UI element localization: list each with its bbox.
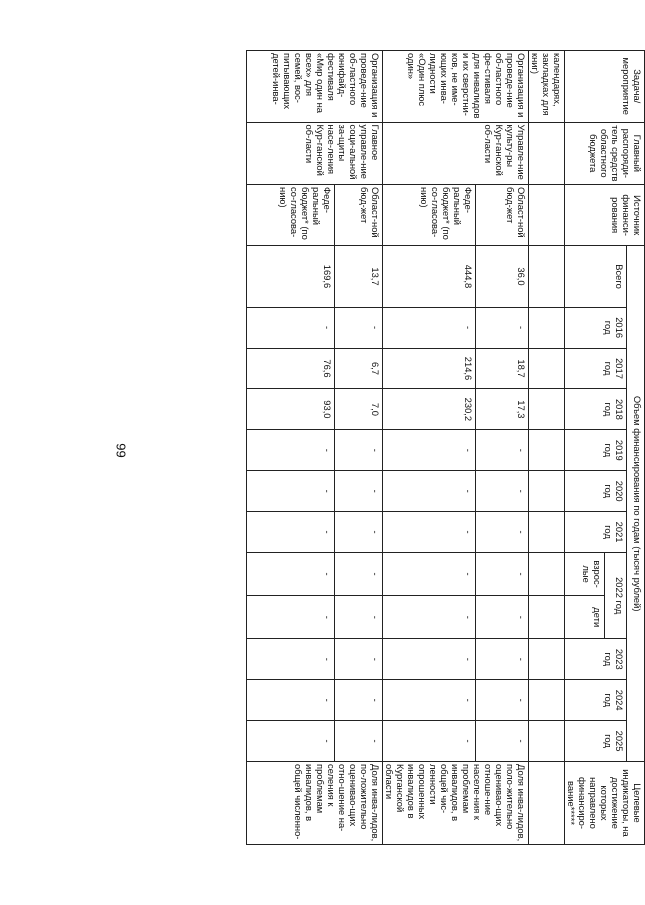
cell-indicator: Доля инва-лидов, по-ложительно оценивао-щих отно-шение на-селения к проблемам инвалидов, в общей численно- bbox=[247, 762, 383, 845]
table-row bbox=[335, 51, 383, 845]
cell-2022-children: - bbox=[247, 596, 335, 639]
cell-2024: - bbox=[475, 680, 528, 721]
header-2021: 2021 год bbox=[565, 512, 627, 553]
cell-source: Област-ной бюд-жет bbox=[475, 185, 528, 246]
header-2019: 2019 год bbox=[565, 430, 627, 471]
cell-2023: - bbox=[383, 639, 476, 680]
header-2022: 2022 год bbox=[605, 553, 627, 639]
cell-source: Феде-ральный бюджет* (по со-гласова-нию) bbox=[383, 185, 476, 246]
cell-2025: - bbox=[247, 721, 335, 762]
cell-2020: - bbox=[383, 471, 476, 512]
cell-task: Организация и проведе-ние об-ластного юнифайд-фестиваля «Мир один на всех» для семей, вос-питывающих детей-инва- bbox=[247, 51, 383, 123]
cell-2016: - bbox=[247, 307, 335, 348]
cell-2024: - bbox=[335, 680, 383, 721]
header-2017: 2017 год bbox=[565, 348, 627, 389]
header-total: Всего bbox=[565, 246, 627, 307]
cell-2018: 7,0 bbox=[335, 389, 383, 430]
cell-2020: - bbox=[475, 471, 528, 512]
cell-2022-children: - bbox=[475, 596, 528, 639]
cell-total bbox=[529, 246, 565, 307]
cell-task: календарях, закладках для книг) bbox=[529, 51, 565, 123]
cell-2020: - bbox=[247, 471, 335, 512]
cell-2021: - bbox=[247, 512, 335, 553]
cell-2024: - bbox=[247, 680, 335, 721]
cell-2017: 76,6 bbox=[247, 348, 335, 389]
cell-2017: 214,6 bbox=[383, 348, 476, 389]
cell-2021 bbox=[529, 512, 565, 553]
header-manager: Главный распоряди-тель средств областного бюджета bbox=[565, 122, 645, 184]
cell-2017: 6,7 bbox=[335, 348, 383, 389]
header-volume: Объем финансирования по годам (тысяч рублей) bbox=[627, 246, 645, 762]
header-task: Задача/ мероприятие bbox=[565, 51, 645, 123]
header-2022-adults: взрос-лые bbox=[565, 553, 605, 596]
cell-2021: - bbox=[383, 512, 476, 553]
cell-2016: - bbox=[475, 307, 528, 348]
cell-2022-adults: - bbox=[335, 553, 383, 596]
header-2016: 2016 год bbox=[565, 307, 627, 348]
page-number: 99 bbox=[113, 443, 129, 458]
cell-total: 13,7 bbox=[335, 246, 383, 307]
cell-2022-adults: - bbox=[383, 553, 476, 596]
cell-indicator: Доля инва-лидов, поло-жительно оценивао-щих отноше-ние населе-ния к проблемам инвалидов, в общей чис-ленности опрошенных инвалидов в Курганской области bbox=[383, 762, 529, 845]
cell-2017: 18,7 bbox=[475, 348, 528, 389]
cell-2021: - bbox=[335, 512, 383, 553]
cell-2018: 17,3 bbox=[475, 389, 528, 430]
cell-2019 bbox=[529, 430, 565, 471]
cell-2024: - bbox=[383, 680, 476, 721]
header-2022-children: дети bbox=[565, 596, 605, 639]
header-indicators: Целевые индикаторы, на достижение которых направлено финансиро-вание***** bbox=[565, 762, 645, 845]
cell-2020: - bbox=[335, 471, 383, 512]
cell-2019: - bbox=[335, 430, 383, 471]
cell-2022-children: - bbox=[335, 596, 383, 639]
cell-total: 169,6 bbox=[247, 246, 335, 307]
cell-2016: - bbox=[335, 307, 383, 348]
cell-2025: - bbox=[475, 721, 528, 762]
cell-manager: Управле-ние культу-ры Кур-ганской об-ласти bbox=[383, 122, 529, 184]
cell-task: Организация и проведе-ние об-ластного фе-стиваля для инвалидов и их сверстни-ков, не име-ющих инва-лидности «Один плюс один» bbox=[383, 51, 529, 123]
header-2024: 2024 год bbox=[565, 680, 627, 721]
cell-2023: - bbox=[475, 639, 528, 680]
cell-2022-children bbox=[529, 596, 565, 639]
cell-2019: - bbox=[383, 430, 476, 471]
cell-2019: - bbox=[475, 430, 528, 471]
cell-total: 444,8 bbox=[383, 246, 476, 307]
header-2018: 2018 год bbox=[565, 389, 627, 430]
table-row bbox=[475, 51, 528, 845]
cell-2017 bbox=[529, 348, 565, 389]
cell-2016 bbox=[529, 307, 565, 348]
cell-total: 36,0 bbox=[475, 246, 528, 307]
table-row bbox=[529, 51, 565, 845]
rotated-table-frame bbox=[260, 50, 645, 845]
cell-2025: - bbox=[383, 721, 476, 762]
header-2025: 2025 год bbox=[565, 721, 627, 762]
cell-2022-adults: - bbox=[475, 553, 528, 596]
financing-table bbox=[246, 50, 645, 845]
cell-source: Област-ной бюд-жет bbox=[335, 185, 383, 246]
cell-2016: - bbox=[383, 307, 476, 348]
cell-2023 bbox=[529, 639, 565, 680]
cell-2019: - bbox=[247, 430, 335, 471]
cell-2025 bbox=[529, 721, 565, 762]
cell-2018: 230,2 bbox=[383, 389, 476, 430]
cell-2018 bbox=[529, 389, 565, 430]
cell-manager: Главное управле-ние соци-альной за-щиты насе-ления Кур-ганской об-ласти bbox=[247, 122, 383, 184]
cell-2018: 93,0 bbox=[247, 389, 335, 430]
cell-2025: - bbox=[335, 721, 383, 762]
cell-2021: - bbox=[475, 512, 528, 553]
cell-2022-children: - bbox=[383, 596, 476, 639]
header-source: Источник финанси-рования bbox=[565, 185, 645, 246]
cell-2023: - bbox=[335, 639, 383, 680]
cell-source: Феде-ральный бюджет* (по со-гласова-нию) bbox=[247, 185, 335, 246]
cell-manager bbox=[529, 122, 565, 184]
cell-indicator bbox=[529, 762, 565, 845]
header-2023: 2023 год bbox=[565, 639, 627, 680]
cell-2022-adults bbox=[529, 553, 565, 596]
cell-2022-adults: - bbox=[247, 553, 335, 596]
header-2020: 2020 год bbox=[565, 471, 627, 512]
cell-2020 bbox=[529, 471, 565, 512]
cell-2024 bbox=[529, 680, 565, 721]
cell-2023: - bbox=[247, 639, 335, 680]
cell-source bbox=[529, 185, 565, 246]
